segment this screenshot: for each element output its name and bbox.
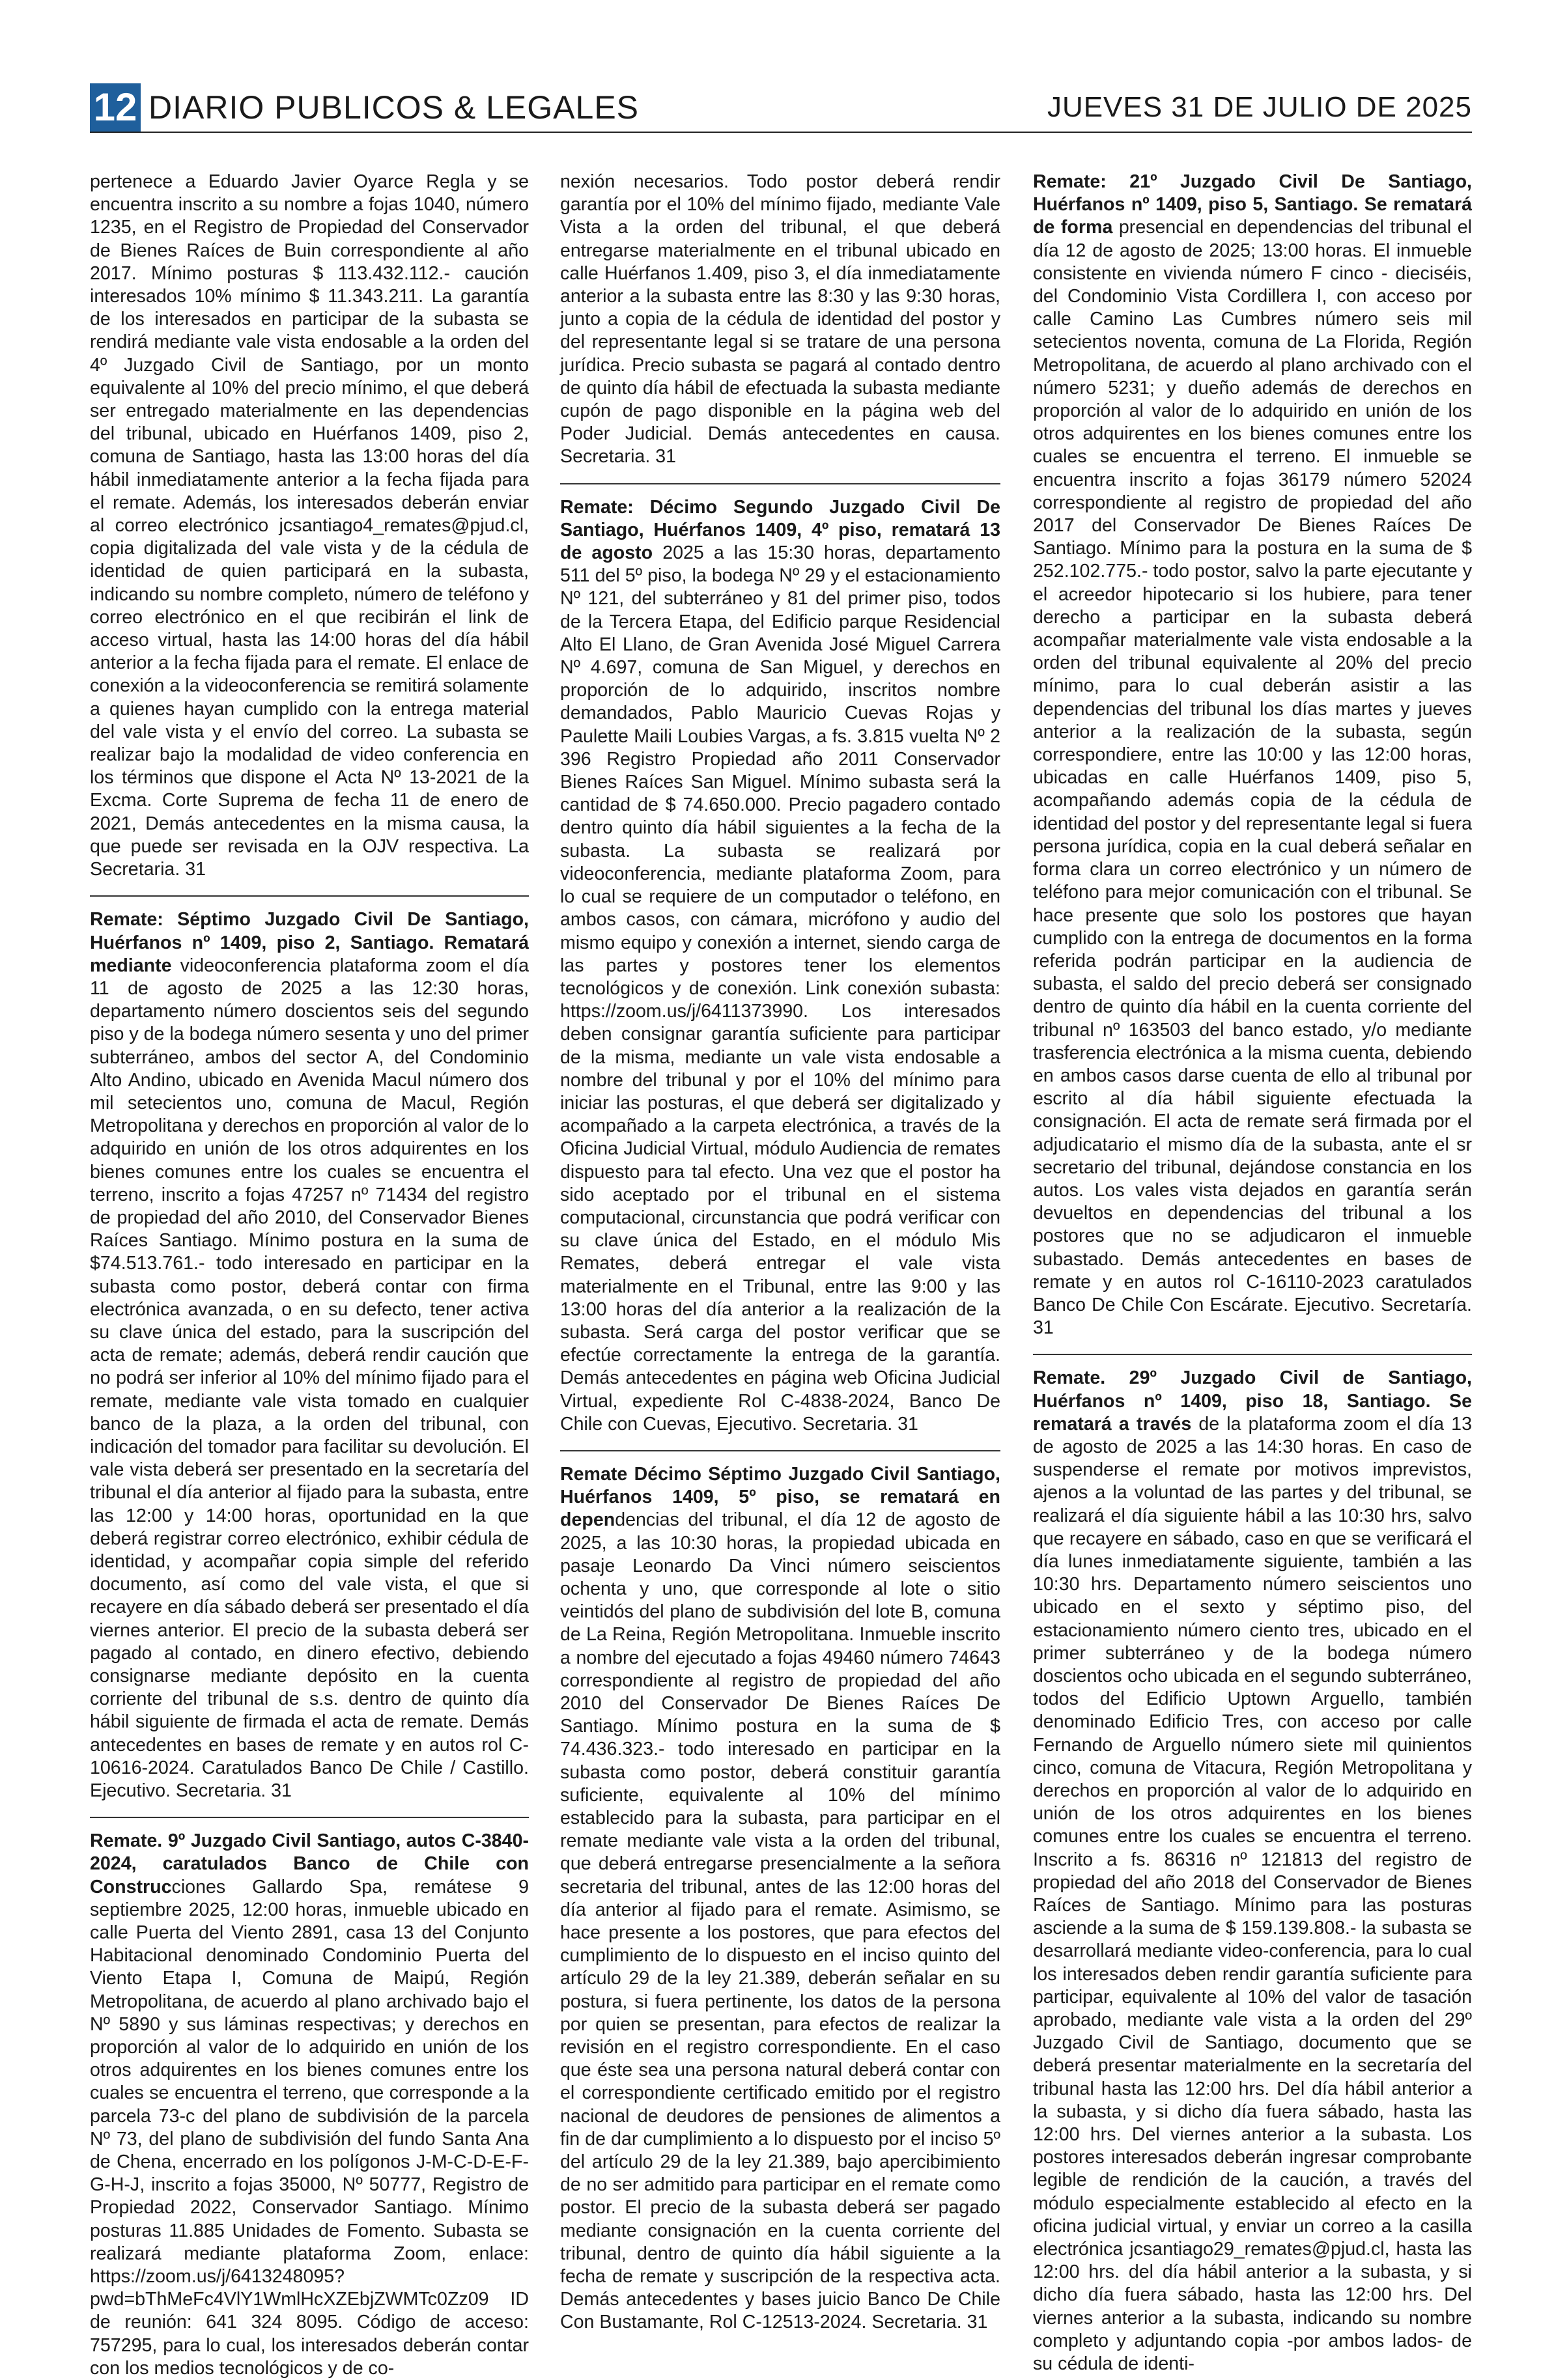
notice-body: de la plataforma zoom el día 13 de agosto de 2025 a las 14:30 horas. En caso de suspenderse el remate por motivos imprevistos, ajenos a la voluntad de las partes y del tribunal, se realizará el día siguiente hábil a las 10:30 hrs, salvo que recayere en sábado, caso en que se verificará el día lunes inmediatamente siguiente, también a las 10:30 hrs. Departamento número seiscientos uno ubicado en el sexto y séptimo piso, del estacionamiento número ciento tres, ubicado en el primer subterráneo y de la bodega número doscientos ocho ubicada en el segundo subterráneo, todos del Edificio Uptown Arguello, también denominado Edificio Tres, con acceso por calle Fernando de Arguello número siete mil quinientos cinco, comuna de Vitacura, Región Metropolitana y derechos en proporción al valor de lo adquirido en unión de los otros adquirentes en los bienes comunes entre los cuales se encuentra el terreno. Inscrito a fs. 86316 nº 121813 del registro de propiedad del año 2018 del Conservador de Bienes Raíces de Santiago. Mínimo para las posturas asciende a la suma de $ 159.139.808.- la subasta se desarrollará mediante video-conferencia, para lo cual los interesados deben rendir garantía suficiente para participar, equivalente al 10% del valor de tasación aprobado, mediante vale vista a la orden del 29º Juzgado Civil de Santiago, documento que se deberá presentar materialmente en la secretaría del tribunal hasta las 12:00 hrs. Del día hábil anterior a la subasta, y si dicho día fuera sábado, hasta las 12:00 hrs. Del viernes anterior a la subasta. Los postores interesados deberán ingresar comprobante legible de rendición de la caución, a través del módulo especialmente establecido al efecto en la oficina judicial virtual, y enviar un correo a la casilla electrónica jcsantiago29_remates@pjud.cl, hasta las 12:00 hrs. del día hábil anterior a la subasta, y si dicho día fuera sábado, hasta las 12:00 hrs. Del viernes anterior a la subasta, indicando su nombre completo y adjuntando copia -por ambos lados- de su cédula de identi- (1033, 1413, 1472, 2375)
notice-juzgado-17 (560, 1463, 1000, 2334)
notice-body: dencias del tribunal, el día 12 de agosto de 2025, a las 10:30 horas, la propiedad ubicada en pasaje Leonardo Da Vinci número seiscientos ochenta y uno, que corresponde al lote o sitio veintidós del plano de subdivisión del lote B, comuna de La Reina, Región Metropolitana. Inmueble inscrito a nombre del ejecutado a fojas 49460 número 74643 correspondiente al registro de propiedad del año 2010 del Conservador De Bienes Raíces De Santiago. Mínimo postura en la suma de $ 74.436.323.- todo interesado en participar en la subasta como postor, deberá constituir garantía suficiente, equivalente al 10% del mínimo establecido para la subasta, para participar en el remate mediante vale vista a la orden del tribunal, que deberá entregarse presencialmente a la señora secretaria del tribunal, antes de las 12:00 horas del día anterior al fijado para el remate. Asimismo, se hace presente a los postores, que para efectos del cumplimiento de lo dispuesto en el inciso quinto del artículo 29 de la ley 21.389, deberán señalar en su postura, si fuera pertinente, los datos de la persona por quien se presentan, para efectos de realizar la revisión en el registro correspondiente. En el caso que éste sea una persona natural deberá contar con el correspondiente certificado emitido por el registro nacional de deudores de pensiones de alimentos a fin de dar cumplimiento a lo dispuesto por el inciso 5º del artículo 29 de la ley 21.389, bajo apercibimiento de no ser admitido para participar en el remate como postor. El precio de la subasta deberá ser pagado mediante consignación en la cuenta corriente del tribunal, dentro de quinto día hábil siguiente a la fecha de remate y suscripción de la respectiva acta. Demás antecedentes y bases juicio Banco De Chile Con Bustamante, Rol C-12513-2024. Secretaria. 31 (560, 1509, 1000, 2333)
page-number: 12 (90, 83, 141, 132)
notice-continued (560, 171, 1000, 469)
column-1 (90, 171, 530, 2379)
notice-juzgado-21 (1033, 171, 1472, 1339)
notice-juzgado-29 (1033, 1367, 1472, 2375)
notice-body: videoconferencia plataforma zoom el día 11 de agosto de 2025 a las 12:30 horas, departamento número doscientos seis del segundo piso y de la bodega número sesenta y uno del primer subterráneo, ambos del sector A, del Condominio Alto Andino, ubicado en Avenida Macul número dos mil setecientos uno, comuna de Macul, Región Metropolitana y derechos en proporción al valor de lo adquirido en unión de los otros adquirentes en los bienes comunes entre los cuales se encuentra el terreno, inscrito a fojas 47257 nº 71434 del registro de propiedad del año 2010, del Conservador Bienes Raíces Santiago. Mínimo postura en la suma de $74.513.761.- todo interesado en participar en la subasta como postor, deberá contar con firma electrónica avanzada, o en su defecto, tener activa su clave única del estado, para la suscripción del acta de remate; además, deberá rendir caución que no podrá ser inferior al 10% del mínimo fijado para el remate, mediante vale vista tomado en cualquier banco de la plaza, a la orden del tribunal, con indicación del tomador para facilitar su devolución. El vale vista deberá ser presentado en la secretaría del tribunal el día anterior al fijado para la subasta, entre las 12:00 y 14:00 horas, oportunidad en la que deberá registrar correo electrónico, exhibir cédula de identidad, y acompañar copia simple del referido documento, así como del vale vista, el que si recayere en día sábado deberá ser presentado el día viernes anterior. El precio de la subasta deberá ser pagado al contado, en dinero efectivo, debiendo consignarse mediante depósito en la cuenta corriente del tribunal de s.s. dentro de quinto día hábil siguiente de firmada el acta de remate. Demás antecedentes en bases de remate y en autos rol C-10616-2024. Caratulados Banco De Chile / Castillo. Ejecutivo. Secretaria. 31 (90, 955, 530, 1802)
notice-separator (560, 483, 1000, 484)
notice-heading: Remate Décimo Séptimo Juzgado Civil Santiago, Huérfanos 1409, 5º piso, se rematará en depen (560, 1463, 1000, 1531)
column-3 (1033, 171, 1473, 2375)
publication-title: DIARIO PUBLICOS & LEGALES (148, 89, 640, 126)
notice-separator (90, 895, 529, 897)
notice-heading: Remate: 21º Juzgado Civil De Santiago, Huérfanos nº 1409, piso 5, Santiago. Se rematará de forma (1033, 171, 1472, 238)
column-2 (560, 171, 1000, 2333)
notice-juzgado-12 (560, 496, 1000, 1436)
notice-body: nexión necesarios. Todo postor deberá rendir garantía por el 10% del mínimo fijado, mediante Vale Vista a la orden del tribunal, el que deberá entregarse materialmente en el tribunal ubicado en calle Huérfanos 1.409, piso 3, el día inmediatamente anterior a la subasta entre las 8:30 y las 9:30 horas, junto a copia de la cédula de identidad del postor y del representante legal si se tratare de una persona jurídica. Precio subasta se pagará al contado dentro de quinto día hábil de efectuada la subasta mediante cupón de pago disponible en la página web del Poder Judicial. Demás antecedentes en causa. Secretaria. 31 (560, 171, 1000, 468)
notice-juzgado-7 (90, 908, 529, 1802)
notice-heading: Remate: Décimo Segundo Juzgado Civil De Santiago, Huérfanos 1409, 4º piso, rematará 13 de agosto (560, 496, 1000, 564)
notice-continued (90, 171, 529, 881)
notice-heading: Remate. 9º Juzgado Civil Santiago, autos C-3840-2024, caratulados Banco de Chile con Construc (90, 1830, 529, 1897)
notice-separator (1033, 1354, 1472, 1355)
notice-body: 2025 a las 15:30 horas, departamento 511 del 5º piso, la bodega Nº 29 y el estacionamiento Nº 121, del subterráneo y 81 del primer piso, todos de la Tercera Etapa, del Edificio parque Residencial Alto El Llano, de Gran Avenida José Miguel Carrera Nº 4.697, comuna de San Miguel, y derechos en proporción de lo adquirido, inscritos nombre demandados, Pablo Mauricio Cuevas Rojas y Paulette Maili Loubies Vargas, a fs. 3.815 vuelta Nº 2 396 Registro Propiedad año 2011 Conservador Bienes Raíces San Miguel. Mínimo subasta será la cantidad de $ 74.650.000. Precio pagadero contado dentro quinto día hábil siguientes a la fecha de la subasta. La subasta se realizará por videoconferencia, mediante plataforma Zoom, para lo cual se requiere de un computador o teléfono, en ambos casos, con cámara, micrófono y audio del mismo equipo y conexión a internet, siendo carga de las partes y postores tener los elementos tecnológicos y de conexión. Link conexión subasta: https://zoom.us/j/6411373990. Los interesados deben consignar garantía suficiente para participar de la misma, mediante un vale vista endosable a nombre del tribunal y por el 10% del mínimo para iniciar las posturas, el que deberá ser digitalizado y acompañado a la carpeta electrónica, a través de la Oficina Judicial Virtual, módulo Audiencia de remates dispuesto para tal efecto. Una vez que el postor ha sido aceptado por el tribunal en el sistema computacional, circunstancia que podrá verificar con su clave única del Estado, en el módulo Mis Remates, deberá entregar el vale vista materialmente en el Tribunal, entre las 9:00 y las 13:00 horas del día anterior a la realización de la subasta. Será carga del postor verificar que se efectúe correctamente la entrega de la garantía. Demás antecedentes en página web Oficina Judicial Virtual, expediente Rol C-4838-2024, Banco De Chile con Cuevas, Ejecutivo. Secretaria. 31 (560, 542, 1000, 1435)
notice-heading: Remate: Séptimo Juzgado Civil De Santiago, Huérfanos nº 1409, piso 2, Santiago. Rematará mediante (90, 909, 529, 976)
notice-separator (90, 1817, 529, 1818)
notice-separator (560, 1450, 1000, 1451)
notice-body: pertenece a Eduardo Javier Oyarce Regla y se encuentra inscrito a su nombre a fojas 1040, número 1235, en el Registro de Propiedad del Conservador de Bienes Raíces de Buin correspondiente al año 2017. Mínimo posturas $ 113.432.112.- caución interesados 10% mínimo $ 11.343.211. La garantía de los interesados en participar de la subasta se rendirá mediante vale vista endosable a la orden del 4º Juzgado Civil de Santiago, por un monto equivalente al 10% del precio mínimo, el que deberá ser entregado materialmente en las dependencias del tribunal, ubicado en Huérfanos 1409, piso 2, comuna de Santiago, hasta las 13:00 horas del día hábil inmediatamente anterior a la fecha fijada para el remate. Además, los interesados deberán enviar al correo electrónico jcsantiago4_remates@pjud.cl, copia digitalizada del vale vista y de la cédula de identidad de quien participará en la subasta, indicando su nombre completo, número de teléfono y correo electrónico en el que recibirán el link de acceso virtual, hasta las 14:00 horas del día hábil anterior a la fecha fijada para el remate. El enlace de conexión a la videoconferencia se remitirá solamente a quienes hayan cumplido con la entrega material del vale vista y el envío del correo. La subasta se realizar bajo la modalidad de video conferencia en los términos que dispone el Acta Nº 13-2021 de la Excma. Corte Suprema de fecha 11 de enero de 2021, Demás antecedentes en la misma causa, la que puede ser revisada en la OJV respectiva. La Secretaria. 31 (90, 171, 529, 880)
notice-body: ciones Gallardo Spa, remátese 9 septiembre 2025, 12:00 horas, inmueble ubicado en calle Puerta del Viento 2891, casa 13 del Conjunto Habitacional denominado Condominio Puerta del Viento Etapa I, Comuna de Maipú, Región Metropolitana, de acuerdo al plano archivado bajo el Nº 5890 y sus láminas respectivas; y derechos en proporción al valor de lo adquirido en unión de los otros adquirentes en los bienes comunes entre los cuales se encuentra el terreno, que corresponde a la parcela 73-c del plano de subdivisión de la parcela Nº 73, del plano de subdivisión del fundo Santa Ana de Chena, encerrado en los polígonos J-M-C-D-E-F-G-H-J, inscrito a fojas 35000, Nº 50777, Registro de Propiedad 2022, Conservador Santiago. Mínimo posturas 11.885 Unidades de Fomento. Subasta se realizará mediante plataforma Zoom, enlace: https://zoom.us/j/6413248095?pwd=bThMeFc4VlY1WmlHcXZEbjZWMTc0Zz09 ID de reunión: 641 324 8095. Código de acceso: 757295, para lo cual, los interesados deberán contar con los medios tecnológicos y de co- (90, 1876, 529, 2379)
notice-body: presencial en dependencias del tribunal el día 12 de agosto de 2025; 13:00 horas. El inmueble consistente en vivienda número F cinco - dieciséis, del Condominio Vista Cordillera I, con acceso por calle Camino Las Cumbres número seis mil setecientos noventa, comuna de La Florida, Región Metropolitana, de acuerdo al plano archivado con el número 5231; y dueño además de derechos en proporción al valor de lo adquirido en unión de los otros adquirentes en los bienes comunes entre los cuales se encuentra el terreno. El inmueble se encuentra inscrito a fojas 36179 número 52024 correspondiente al registro de propiedad del año 2017 del Conservador De Bienes Raíces De Santiago. Mínimo para la postura en la suma de $ 252.102.775.- todo postor, salvo la parte ejecutante y el acreedor hipotecario si los hubiere, para tener derecho a participar en la subasta deberá acompañar materialmente vale vista endosable a la orden del tribunal equivalente al 20% del precio mínimo, para lo cual deberán asistir a las dependencias del tribunal los días martes y jueves anterior a la realización de la subasta, según correspondiere, entre las 10:00 y las 12:00 horas, ubicadas en calle Huérfanos 1409, piso 5, acompañando además copia de la cédula de identidad del postor y del representante legal si fuera persona jurídica, copia en la cual deberá señalar en forma clara un correo electrónico y un número de teléfono para mejor comunicación con el tribunal. Se hace presente que solo los postores que hayan cumplido con la entrega de documentos en la forma referida podrán participar en la audiencia de subasta, el saldo del precio deberá ser consignado dentro de quinto día hábil en la cuenta corriente del tribunal nº 163503 del banco estado, y/o mediante trasferencia electrónica a la misma cuenta, debiendo en ambos casos darse cuenta de ello al tribunal por escrito al día hábil siguiente efectuada la consignación. El acta de remate será firmada por el adjudicatario el mismo día de la subasta, ante el sr secretario del tribunal, dejándose constancia en los autos. Los vales vista dejados en garantía serán devueltos en dependencias del tribunal a los postores que no se adjudicaron el inmueble subastado. Demás antecedentes en bases de remate y en autos rol C-16110-2023 caratulados Banco De Chile Con Escárate. Ejecutivo. Secretaría. 31 (1033, 217, 1473, 1339)
notice-heading: Remate. 29º Juzgado Civil de Santiago, Huérfanos nº 1409, piso 18, Santiago. Se rematará a través (1033, 1367, 1472, 1435)
notice-juzgado-9 (90, 1830, 529, 2380)
issue-date: JUEVES 31 DE JULIO DE 2025 (1047, 91, 1472, 123)
header-rule (90, 132, 1472, 133)
